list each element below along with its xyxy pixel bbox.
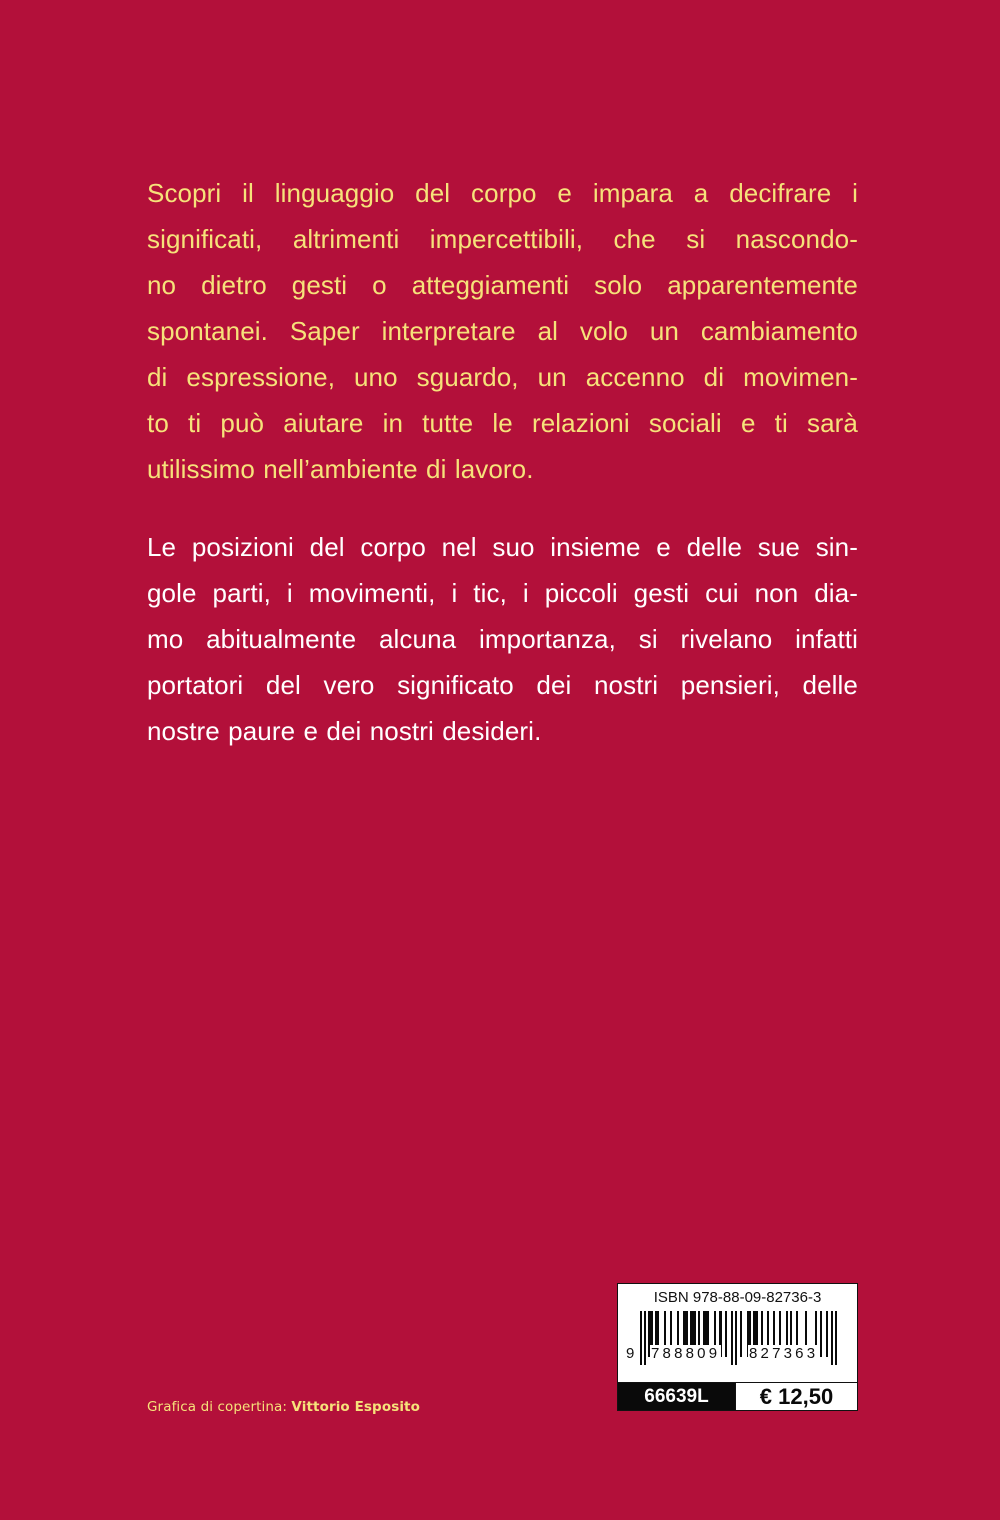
price: € 12,50 — [735, 1383, 857, 1410]
blurb-line: significati, altrimenti impercettibili, che si nascondo- — [147, 224, 858, 254]
credit-name: Vittorio Esposito — [291, 1399, 420, 1415]
blurb-line: spontanei. Saper interpretare al volo un cambiamento — [147, 316, 858, 346]
blurb-line: gole parti, i movimenti, i tic, i piccoli gesti cui non dia- — [147, 578, 858, 608]
barcode-label — [617, 1283, 858, 1411]
credit-label: Grafica di copertina: — [147, 1399, 288, 1415]
blurb-line: Scopri il linguaggio del corpo e impara a decifrare i — [147, 178, 858, 208]
cover-design-credit — [147, 1399, 420, 1415]
blurb-line: mo abitualmente alcuna importanza, si rivelano infatti — [147, 624, 858, 654]
blurb-line: portatori del vero significato dei nostri pensieri, delle — [147, 670, 858, 700]
barcode-digits-group-2: 827363 — [749, 1345, 819, 1362]
price-row — [618, 1382, 857, 1410]
blurb-line: no dietro gesti o atteggiamenti solo apparentemente — [147, 270, 858, 300]
blurb-line: di espressione, uno sguardo, un accenno di movimen- — [147, 362, 858, 392]
barcode-digit-lead: 9 — [626, 1345, 638, 1362]
blurb-paragraph-1 — [147, 170, 858, 492]
isbn-text: ISBN 978-88-09-82736-3 — [653, 1289, 822, 1306]
product-code: 66639L — [618, 1383, 735, 1410]
blurb-paragraph-2 — [147, 524, 858, 754]
blurb-line: nostre paure e dei nostri desideri. — [147, 716, 542, 746]
blurb-line: utilissimo nell’ambiente di lavoro. — [147, 454, 534, 484]
blurb-line: Le posizioni del corpo nel suo insieme e delle sue sin- — [147, 532, 858, 562]
blurb-line: to ti può aiutare in tutte le relazioni sociali e ti sarà — [147, 408, 858, 438]
barcode-digits-group-1: 788809 — [651, 1345, 721, 1362]
